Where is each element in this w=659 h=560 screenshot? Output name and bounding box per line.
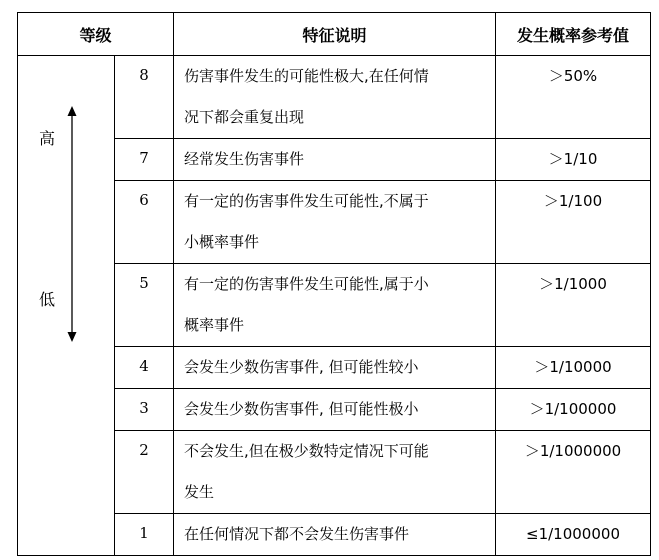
- risk-level-table: [17, 12, 651, 556]
- description-line: 伤害事件发生的可能性极大,在任何情: [184, 67, 429, 85]
- description-cell: [174, 56, 496, 139]
- scale-low-label: 低: [39, 290, 56, 309]
- double-arrow-icon: [66, 106, 78, 342]
- description-cell: [174, 181, 496, 264]
- scale-high-label: 高: [39, 129, 56, 148]
- header-grade: 等级: [18, 13, 174, 56]
- description-line: 在任何情况下都不会发生伤害事件: [184, 525, 410, 543]
- probability-cell: ＞1/10: [496, 139, 651, 181]
- description-line: 概率事件: [184, 316, 245, 334]
- description-cell: [174, 389, 496, 431]
- probability-cell: ＞1/100: [496, 181, 651, 264]
- description-line: 有一定的伤害事件发生可能性,不属于: [184, 192, 429, 210]
- description-cell: [174, 347, 496, 389]
- description-line: 不会发生,但在极少数特定情况下可能: [184, 442, 429, 460]
- probability-cell: ＞1/10000: [496, 347, 651, 389]
- description-cell: [174, 514, 496, 556]
- description-line: 发生: [184, 483, 215, 501]
- level-cell: 3: [115, 389, 174, 431]
- grade-scale-cell: [18, 56, 115, 556]
- level-cell: 5: [115, 264, 174, 347]
- probability-cell: ＞50%: [496, 56, 651, 139]
- description-line: 经常发生伤害事件: [184, 150, 305, 168]
- level-cell: 4: [115, 347, 174, 389]
- header-probability: 发生概率参考值: [496, 13, 651, 56]
- description-line: 况下都会重复出现: [184, 108, 305, 126]
- description-cell: [174, 139, 496, 181]
- probability-cell: ＞1/100000: [496, 389, 651, 431]
- probability-cell: ＞1/1000000: [496, 431, 651, 514]
- description-cell: [174, 431, 496, 514]
- level-cell: 8: [115, 56, 174, 139]
- description-cell: [174, 264, 496, 347]
- level-cell: 6: [115, 181, 174, 264]
- description-line: 会发生少数伤害事件, 但可能性极小: [184, 400, 419, 418]
- description-line: 会发生少数伤害事件, 但可能性较小: [184, 358, 419, 376]
- description-line: 小概率事件: [184, 233, 260, 251]
- level-cell: 1: [115, 514, 174, 556]
- description-line: 有一定的伤害事件发生可能性,属于小: [184, 275, 429, 293]
- probability-cell: ＞1/1000: [496, 264, 651, 347]
- probability-cell: ≤1/1000000: [496, 514, 651, 556]
- header-row: [18, 13, 651, 56]
- level-cell: 7: [115, 139, 174, 181]
- header-description: 特征说明: [174, 13, 496, 56]
- level-cell: 2: [115, 431, 174, 514]
- table-row: [18, 56, 651, 139]
